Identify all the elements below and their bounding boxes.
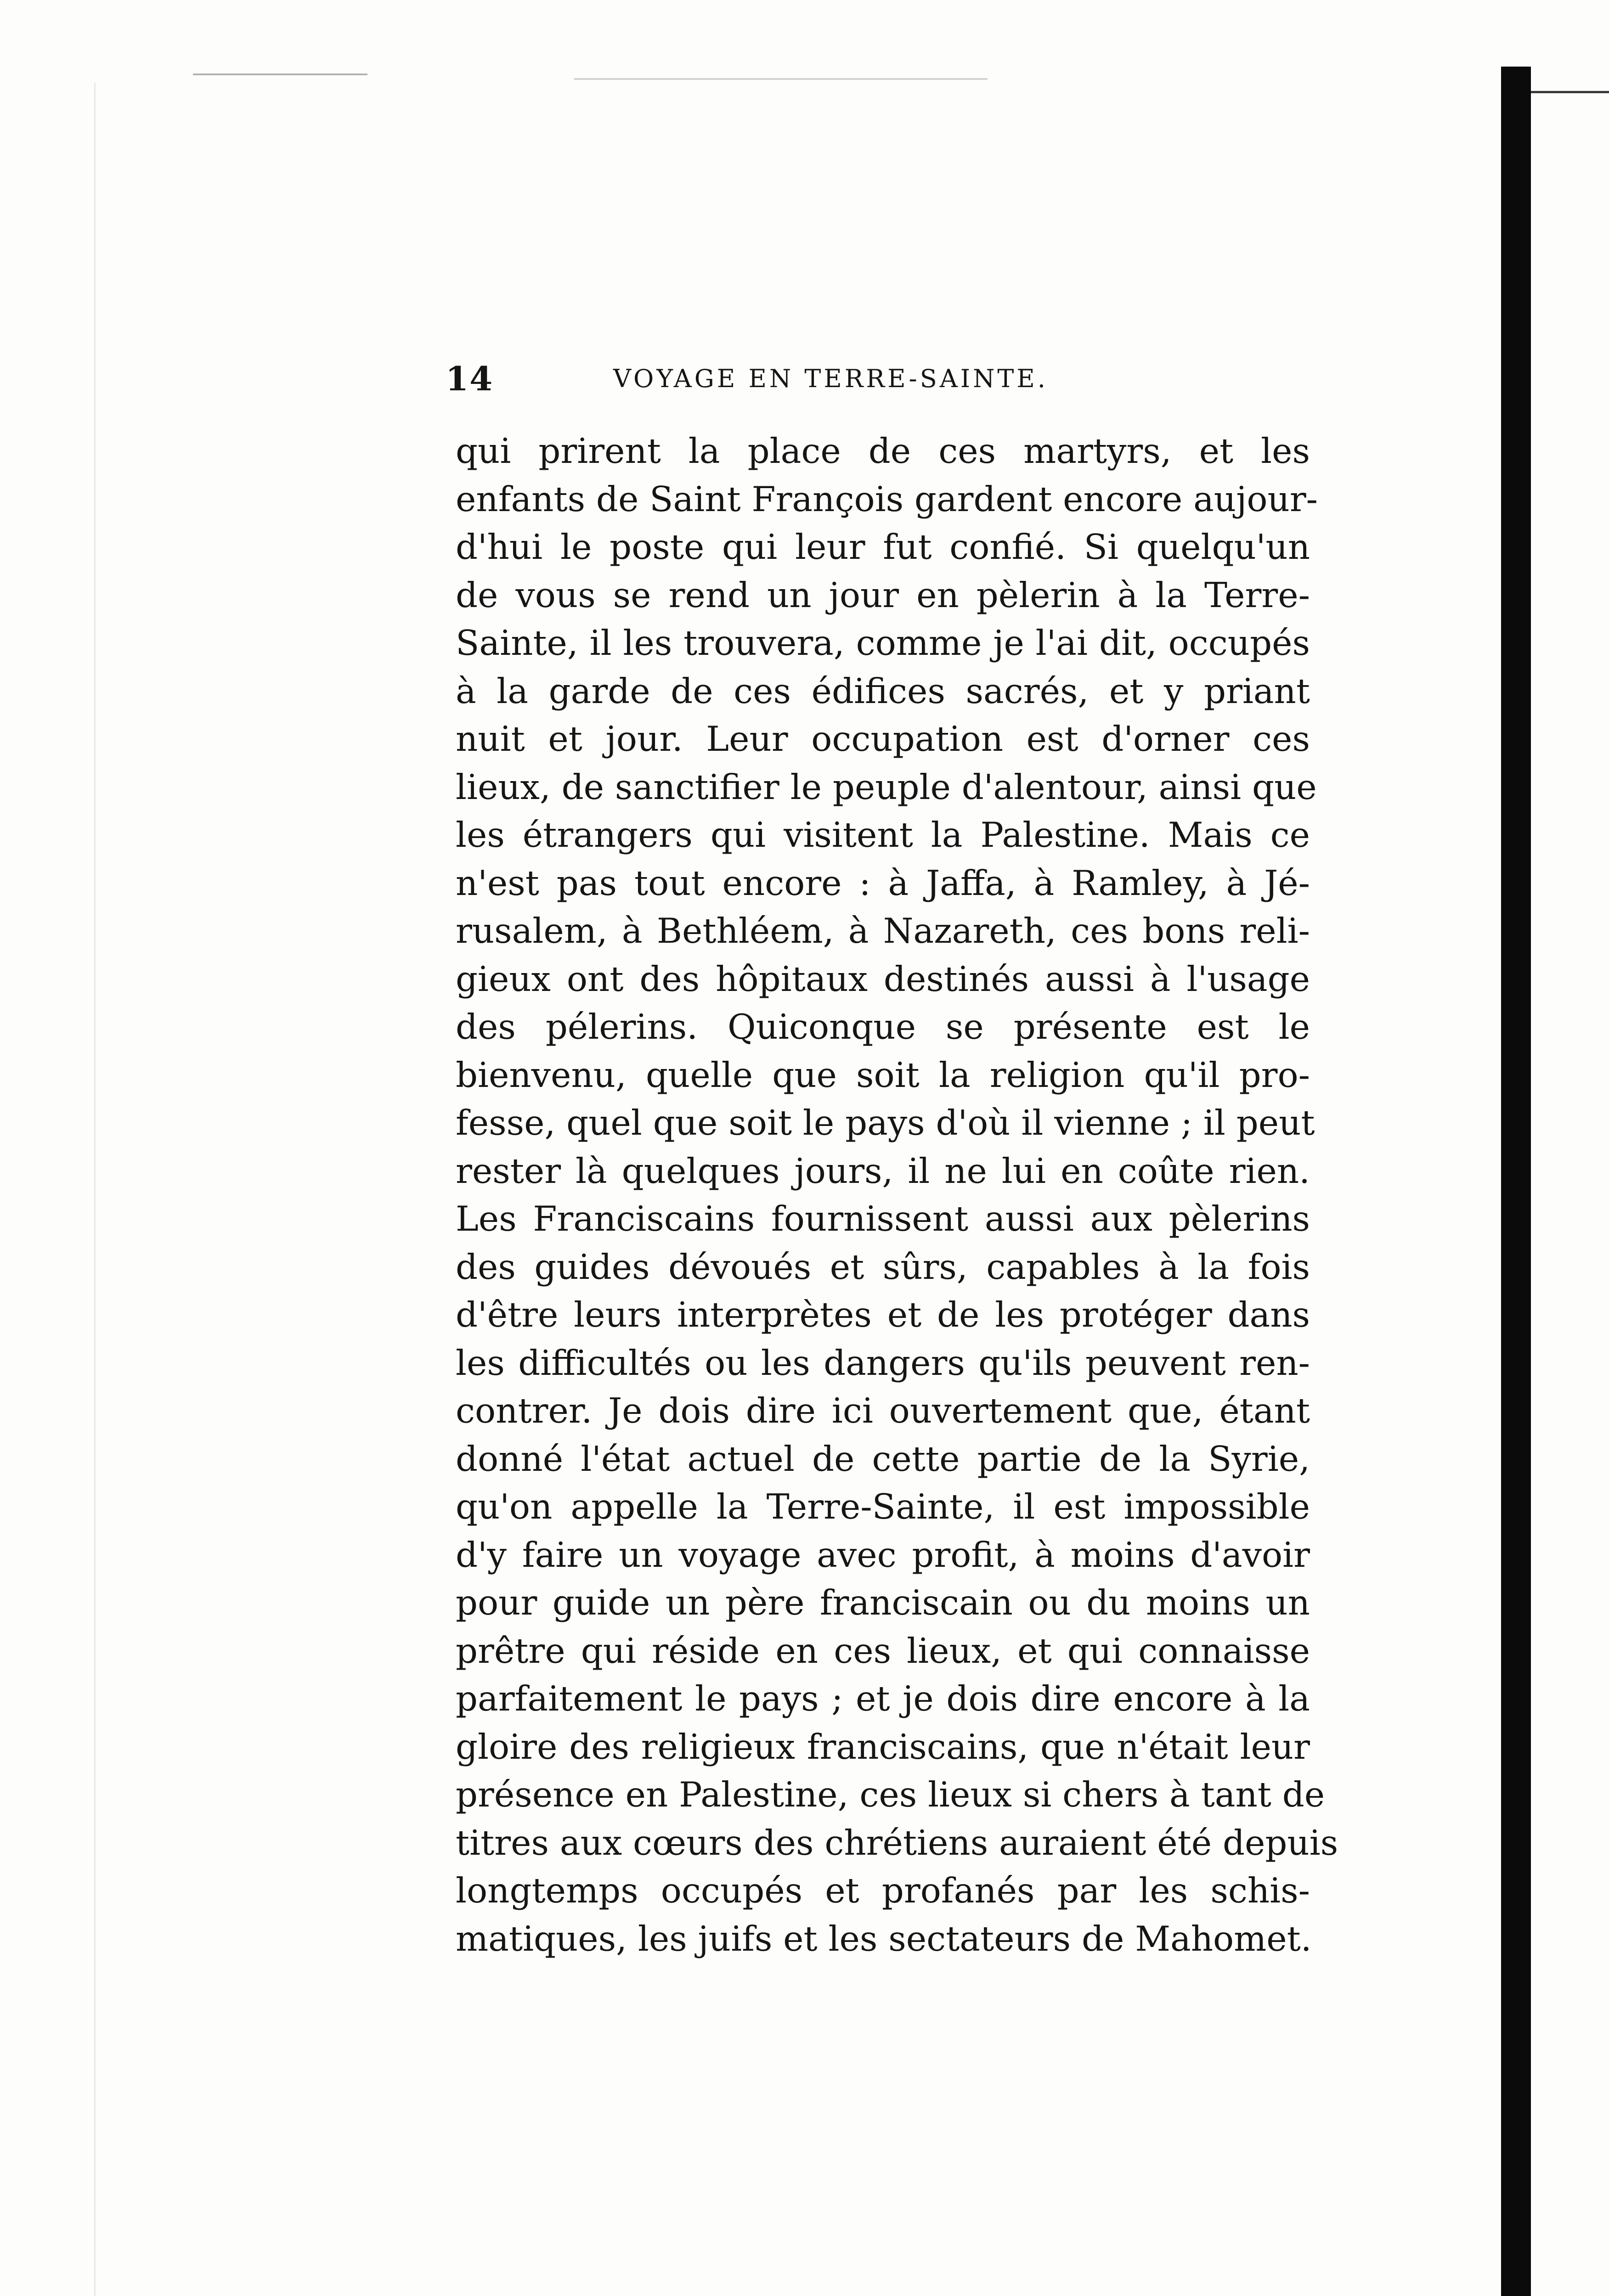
text-line: à la garde de ces édifices sacrés, et y priant bbox=[456, 670, 1310, 711]
text-line: des guides dévoués et sûrs, capables à la fois bbox=[456, 1246, 1310, 1287]
text-line: prêtre qui réside en ces lieux, et qui connaisse bbox=[456, 1630, 1310, 1671]
text-line: nuit et jour. Leur occupation est d'orner ces bbox=[456, 719, 1310, 759]
text-line: matiques, les juifs et les sectateurs de Mahomet. bbox=[456, 1918, 1312, 1959]
running-head bbox=[446, 351, 1167, 406]
text-line: pour guide un père franciscain ou du moins un bbox=[456, 1582, 1310, 1623]
body-text bbox=[456, 427, 1338, 1963]
text-line: d'être leurs interprètes et de les protéger dans bbox=[456, 1294, 1310, 1335]
text-line: rester là quelques jours, il ne lui en coûte rien. bbox=[456, 1150, 1310, 1191]
text-line: bienvenu, quelle que soit la religion qu'il pro- bbox=[456, 1054, 1310, 1095]
text-line: Les Franciscains fournissent aussi aux pèlerins bbox=[456, 1199, 1310, 1239]
text-line: Sainte, il les trouvera, comme je l'ai dit, occupés bbox=[456, 623, 1310, 663]
text-line: donné l'état actuel de cette partie de la Syrie, bbox=[456, 1438, 1310, 1479]
text-line: parfaitement le pays ; et je dois dire encore à la bbox=[456, 1678, 1310, 1719]
text-line: les difficultés ou les dangers qu'ils peuvent ren- bbox=[456, 1342, 1310, 1383]
text-line: de vous se rend un jour en pèlerin à la Terre- bbox=[456, 574, 1310, 615]
text-line: longtemps occupés et profanés par les schis- bbox=[456, 1870, 1310, 1911]
running-title: VOYAGE EN TERRE-SAINTE. bbox=[613, 364, 1048, 393]
text-line: qui prirent la place de ces martyrs, et les bbox=[456, 431, 1310, 471]
text-line: gieux ont des hôpitaux destinés aussi à l'usage bbox=[456, 958, 1310, 999]
text-line: les étrangers qui visitent la Palestine. Mais ce bbox=[456, 815, 1310, 855]
text-line: n'est pas tout encore : à Jaffa, à Ramley, à Jé- bbox=[456, 862, 1310, 903]
text-line: contrer. Je dois dire ici ouvertement que, étant bbox=[456, 1390, 1310, 1431]
text-line: présence en Palestine, ces lieux si chers à tant de bbox=[456, 1774, 1325, 1815]
text-line: enfants de Saint François gardent encore aujour- bbox=[456, 478, 1318, 519]
text-line: titres aux cœurs des chrétiens auraient été depuis bbox=[456, 1822, 1338, 1863]
text-line: d'y faire un voyage avec profit, à moins d'avoir bbox=[456, 1534, 1310, 1575]
text-line: d'hui le poste qui leur fut confié. Si quelqu'un bbox=[456, 527, 1310, 567]
text-line: qu'on appelle la Terre-Sainte, il est impossible bbox=[456, 1486, 1310, 1527]
text-line: gloire des religieux franciscains, que n'était leur bbox=[456, 1726, 1310, 1767]
text-line: fesse, quel que soit le pays d'où il vienne ; il peut bbox=[456, 1103, 1315, 1143]
text-line: des pélerins. Quiconque se présente est le bbox=[456, 1007, 1310, 1047]
scan-bleed-top-2 bbox=[574, 78, 988, 80]
text-line: rusalem, à Bethléem, à Nazareth, ces bons reli- bbox=[456, 911, 1310, 951]
binding-edge bbox=[1501, 67, 1531, 2296]
text-line: lieux, de sanctifier le peuple d'alentour, ainsi que bbox=[456, 766, 1317, 807]
page-number: 14 bbox=[446, 359, 494, 398]
scan-edge-left bbox=[94, 83, 96, 2296]
edge-rule bbox=[1531, 91, 1609, 93]
scan-bleed-top bbox=[193, 73, 367, 75]
